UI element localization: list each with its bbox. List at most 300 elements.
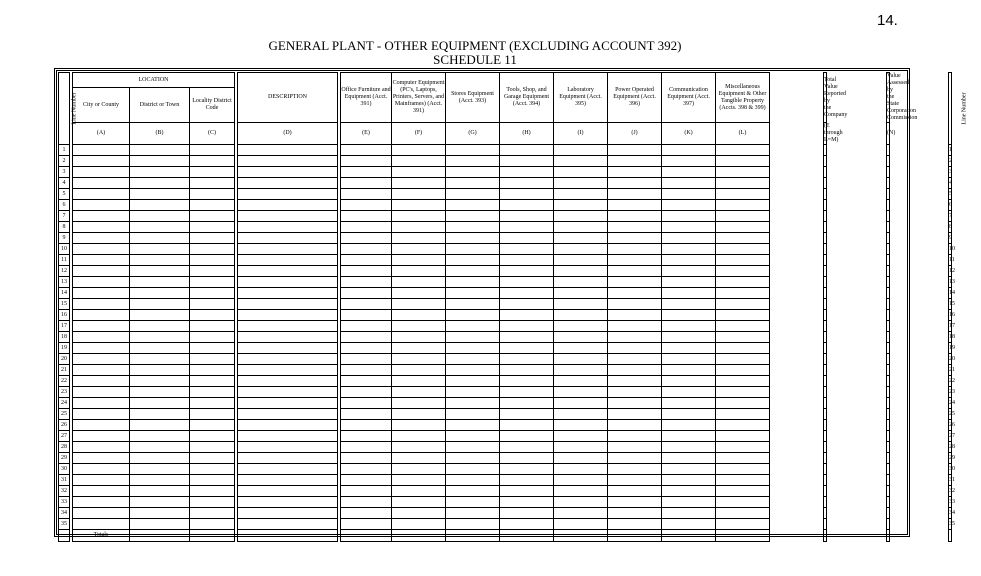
stores-cell[interactable] <box>446 321 500 332</box>
tools-cell[interactable] <box>500 365 554 376</box>
tools-cell[interactable] <box>500 376 554 387</box>
district-cell[interactable] <box>130 453 190 464</box>
power-cell[interactable] <box>608 453 662 464</box>
district-cell[interactable] <box>130 178 190 189</box>
misc-cell[interactable] <box>716 233 770 244</box>
computer-cell[interactable] <box>392 310 446 321</box>
misc-cell[interactable] <box>716 486 770 497</box>
computer-cell[interactable] <box>392 398 446 409</box>
misc-cell[interactable] <box>716 530 770 542</box>
description-cell[interactable] <box>238 354 338 365</box>
locality-cell[interactable] <box>190 343 235 354</box>
stores-cell[interactable] <box>446 288 500 299</box>
comm-cell[interactable] <box>662 244 716 255</box>
tools-cell[interactable] <box>500 398 554 409</box>
city-cell[interactable] <box>73 266 130 277</box>
power-cell[interactable] <box>608 508 662 519</box>
office-cell[interactable] <box>341 255 392 266</box>
computer-cell[interactable] <box>392 156 446 167</box>
office-cell[interactable] <box>341 222 392 233</box>
power-cell[interactable] <box>608 420 662 431</box>
comm-cell[interactable] <box>662 233 716 244</box>
power-cell[interactable] <box>608 211 662 222</box>
lab-cell[interactable] <box>554 409 608 420</box>
district-cell[interactable] <box>130 167 190 178</box>
tools-cell[interactable] <box>500 288 554 299</box>
district-cell[interactable] <box>130 189 190 200</box>
computer-cell[interactable] <box>392 277 446 288</box>
stores-cell[interactable] <box>446 420 500 431</box>
lab-cell[interactable] <box>554 233 608 244</box>
description-cell[interactable] <box>238 156 338 167</box>
stores-cell[interactable] <box>446 310 500 321</box>
description-cell[interactable] <box>238 244 338 255</box>
misc-cell[interactable] <box>716 244 770 255</box>
computer-cell[interactable] <box>392 486 446 497</box>
stores-cell[interactable] <box>446 211 500 222</box>
tools-cell[interactable] <box>500 530 554 542</box>
misc-cell[interactable] <box>716 519 770 530</box>
computer-cell[interactable] <box>392 376 446 387</box>
lab-cell[interactable] <box>554 321 608 332</box>
office-cell[interactable] <box>341 354 392 365</box>
comm-cell[interactable] <box>662 376 716 387</box>
stores-cell[interactable] <box>446 354 500 365</box>
office-cell[interactable] <box>341 431 392 442</box>
comm-cell[interactable] <box>662 299 716 310</box>
misc-cell[interactable] <box>716 431 770 442</box>
district-cell[interactable] <box>130 387 190 398</box>
district-cell[interactable] <box>130 310 190 321</box>
district-cell[interactable] <box>130 442 190 453</box>
comm-cell[interactable] <box>662 321 716 332</box>
misc-cell[interactable] <box>716 508 770 519</box>
district-cell[interactable] <box>130 299 190 310</box>
comm-cell[interactable] <box>662 431 716 442</box>
description-cell[interactable] <box>238 233 338 244</box>
tools-cell[interactable] <box>500 409 554 420</box>
city-cell[interactable] <box>73 409 130 420</box>
lab-cell[interactable] <box>554 277 608 288</box>
misc-cell[interactable] <box>716 332 770 343</box>
office-cell[interactable] <box>341 398 392 409</box>
comm-cell[interactable] <box>662 310 716 321</box>
office-cell[interactable] <box>341 288 392 299</box>
district-cell[interactable] <box>130 530 190 542</box>
locality-cell[interactable] <box>190 409 235 420</box>
power-cell[interactable] <box>608 354 662 365</box>
office-cell[interactable] <box>341 233 392 244</box>
description-cell[interactable] <box>238 222 338 233</box>
power-cell[interactable] <box>608 442 662 453</box>
tools-cell[interactable] <box>500 310 554 321</box>
comm-cell[interactable] <box>662 189 716 200</box>
office-cell[interactable] <box>341 266 392 277</box>
lab-cell[interactable] <box>554 519 608 530</box>
lab-cell[interactable] <box>554 145 608 156</box>
locality-cell[interactable] <box>190 145 235 156</box>
computer-cell[interactable] <box>392 464 446 475</box>
power-cell[interactable] <box>608 310 662 321</box>
lab-cell[interactable] <box>554 200 608 211</box>
lab-cell[interactable] <box>554 420 608 431</box>
lab-cell[interactable] <box>554 288 608 299</box>
computer-cell[interactable] <box>392 167 446 178</box>
district-cell[interactable] <box>130 409 190 420</box>
computer-cell[interactable] <box>392 453 446 464</box>
computer-cell[interactable] <box>392 530 446 542</box>
office-cell[interactable] <box>341 178 392 189</box>
district-cell[interactable] <box>130 376 190 387</box>
description-cell[interactable] <box>238 277 338 288</box>
tools-cell[interactable] <box>500 519 554 530</box>
city-cell[interactable] <box>73 508 130 519</box>
comm-cell[interactable] <box>662 486 716 497</box>
tools-cell[interactable] <box>500 244 554 255</box>
lab-cell[interactable] <box>554 266 608 277</box>
locality-cell[interactable] <box>190 475 235 486</box>
description-cell[interactable] <box>238 189 338 200</box>
lab-cell[interactable] <box>554 332 608 343</box>
city-cell[interactable] <box>73 376 130 387</box>
computer-cell[interactable] <box>392 343 446 354</box>
power-cell[interactable] <box>608 409 662 420</box>
tools-cell[interactable] <box>500 475 554 486</box>
misc-cell[interactable] <box>716 299 770 310</box>
city-cell[interactable] <box>73 321 130 332</box>
office-cell[interactable] <box>341 211 392 222</box>
comm-cell[interactable] <box>662 255 716 266</box>
power-cell[interactable] <box>608 321 662 332</box>
district-cell[interactable] <box>130 200 190 211</box>
office-cell[interactable] <box>341 508 392 519</box>
comm-cell[interactable] <box>662 508 716 519</box>
locality-cell[interactable] <box>190 222 235 233</box>
misc-cell[interactable] <box>716 211 770 222</box>
description-cell[interactable] <box>238 299 338 310</box>
locality-cell[interactable] <box>190 321 235 332</box>
office-cell[interactable] <box>341 497 392 508</box>
stores-cell[interactable] <box>446 365 500 376</box>
misc-cell[interactable] <box>716 145 770 156</box>
comm-cell[interactable] <box>662 464 716 475</box>
stores-cell[interactable] <box>446 519 500 530</box>
district-cell[interactable] <box>130 233 190 244</box>
comm-cell[interactable] <box>662 200 716 211</box>
city-cell[interactable] <box>73 244 130 255</box>
computer-cell[interactable] <box>392 145 446 156</box>
city-cell[interactable] <box>73 420 130 431</box>
lab-cell[interactable] <box>554 255 608 266</box>
locality-cell[interactable] <box>190 244 235 255</box>
misc-cell[interactable] <box>716 266 770 277</box>
comm-cell[interactable] <box>662 365 716 376</box>
tools-cell[interactable] <box>500 255 554 266</box>
power-cell[interactable] <box>608 200 662 211</box>
tools-cell[interactable] <box>500 464 554 475</box>
city-cell[interactable] <box>73 343 130 354</box>
stores-cell[interactable] <box>446 244 500 255</box>
lab-cell[interactable] <box>554 211 608 222</box>
city-cell[interactable] <box>73 431 130 442</box>
description-cell[interactable] <box>238 178 338 189</box>
description-cell[interactable] <box>238 310 338 321</box>
lab-cell[interactable] <box>554 244 608 255</box>
city-cell[interactable] <box>73 299 130 310</box>
description-cell[interactable] <box>238 464 338 475</box>
stores-cell[interactable] <box>446 277 500 288</box>
district-cell[interactable] <box>130 354 190 365</box>
stores-cell[interactable] <box>446 497 500 508</box>
district-cell[interactable] <box>130 431 190 442</box>
office-cell[interactable] <box>341 530 392 542</box>
tools-cell[interactable] <box>500 321 554 332</box>
office-cell[interactable] <box>341 486 392 497</box>
lab-cell[interactable] <box>554 431 608 442</box>
stores-cell[interactable] <box>446 178 500 189</box>
tools-cell[interactable] <box>500 211 554 222</box>
lab-cell[interactable] <box>554 376 608 387</box>
computer-cell[interactable] <box>392 508 446 519</box>
stores-cell[interactable] <box>446 409 500 420</box>
description-cell[interactable] <box>238 332 338 343</box>
power-cell[interactable] <box>608 497 662 508</box>
lab-cell[interactable] <box>554 343 608 354</box>
computer-cell[interactable] <box>392 354 446 365</box>
office-cell[interactable] <box>341 167 392 178</box>
tools-cell[interactable] <box>500 145 554 156</box>
comm-cell[interactable] <box>662 145 716 156</box>
stores-cell[interactable] <box>446 387 500 398</box>
comm-cell[interactable] <box>662 178 716 189</box>
district-cell[interactable] <box>130 244 190 255</box>
comm-cell[interactable] <box>662 453 716 464</box>
stores-cell[interactable] <box>446 475 500 486</box>
city-cell[interactable] <box>73 486 130 497</box>
stores-cell[interactable] <box>446 332 500 343</box>
office-cell[interactable] <box>341 310 392 321</box>
misc-cell[interactable] <box>716 222 770 233</box>
stores-cell[interactable] <box>446 343 500 354</box>
computer-cell[interactable] <box>392 178 446 189</box>
city-cell[interactable] <box>73 453 130 464</box>
computer-cell[interactable] <box>392 222 446 233</box>
power-cell[interactable] <box>608 156 662 167</box>
office-cell[interactable] <box>341 464 392 475</box>
office-cell[interactable] <box>341 343 392 354</box>
comm-cell[interactable] <box>662 519 716 530</box>
locality-cell[interactable] <box>190 530 235 542</box>
comm-cell[interactable] <box>662 222 716 233</box>
stores-cell[interactable] <box>446 200 500 211</box>
city-cell[interactable] <box>73 189 130 200</box>
lab-cell[interactable] <box>554 398 608 409</box>
lab-cell[interactable] <box>554 453 608 464</box>
computer-cell[interactable] <box>392 266 446 277</box>
computer-cell[interactable] <box>392 475 446 486</box>
tools-cell[interactable] <box>500 167 554 178</box>
locality-cell[interactable] <box>190 420 235 431</box>
tools-cell[interactable] <box>500 508 554 519</box>
district-cell[interactable] <box>130 475 190 486</box>
district-cell[interactable] <box>130 211 190 222</box>
city-cell[interactable] <box>73 464 130 475</box>
comm-cell[interactable] <box>662 409 716 420</box>
power-cell[interactable] <box>608 475 662 486</box>
office-cell[interactable] <box>341 365 392 376</box>
locality-cell[interactable] <box>190 200 235 211</box>
office-cell[interactable] <box>341 299 392 310</box>
city-cell[interactable] <box>73 178 130 189</box>
misc-cell[interactable] <box>716 376 770 387</box>
city-cell[interactable] <box>73 277 130 288</box>
stores-cell[interactable] <box>446 167 500 178</box>
tools-cell[interactable] <box>500 387 554 398</box>
locality-cell[interactable] <box>190 453 235 464</box>
locality-cell[interactable] <box>190 211 235 222</box>
misc-cell[interactable] <box>716 453 770 464</box>
description-cell[interactable] <box>238 343 338 354</box>
description-cell[interactable] <box>238 376 338 387</box>
computer-cell[interactable] <box>392 420 446 431</box>
tools-cell[interactable] <box>500 200 554 211</box>
comm-cell[interactable] <box>662 442 716 453</box>
computer-cell[interactable] <box>392 255 446 266</box>
tools-cell[interactable] <box>500 189 554 200</box>
tools-cell[interactable] <box>500 453 554 464</box>
stores-cell[interactable] <box>446 508 500 519</box>
misc-cell[interactable] <box>716 178 770 189</box>
district-cell[interactable] <box>130 398 190 409</box>
computer-cell[interactable] <box>392 244 446 255</box>
misc-cell[interactable] <box>716 409 770 420</box>
city-cell[interactable] <box>73 365 130 376</box>
stores-cell[interactable] <box>446 255 500 266</box>
stores-cell[interactable] <box>446 156 500 167</box>
city-cell[interactable] <box>73 255 130 266</box>
computer-cell[interactable] <box>392 387 446 398</box>
locality-cell[interactable] <box>190 464 235 475</box>
comm-cell[interactable] <box>662 167 716 178</box>
locality-cell[interactable] <box>190 376 235 387</box>
misc-cell[interactable] <box>716 310 770 321</box>
misc-cell[interactable] <box>716 365 770 376</box>
locality-cell[interactable] <box>190 486 235 497</box>
stores-cell[interactable] <box>446 442 500 453</box>
description-cell[interactable] <box>238 519 338 530</box>
locality-cell[interactable] <box>190 387 235 398</box>
misc-cell[interactable] <box>716 321 770 332</box>
description-cell[interactable] <box>238 145 338 156</box>
misc-cell[interactable] <box>716 398 770 409</box>
computer-cell[interactable] <box>392 189 446 200</box>
office-cell[interactable] <box>341 200 392 211</box>
computer-cell[interactable] <box>392 332 446 343</box>
computer-cell[interactable] <box>392 200 446 211</box>
misc-cell[interactable] <box>716 189 770 200</box>
tools-cell[interactable] <box>500 354 554 365</box>
locality-cell[interactable] <box>190 431 235 442</box>
locality-cell[interactable] <box>190 288 235 299</box>
tools-cell[interactable] <box>500 486 554 497</box>
comm-cell[interactable] <box>662 354 716 365</box>
lab-cell[interactable] <box>554 222 608 233</box>
office-cell[interactable] <box>341 321 392 332</box>
lab-cell[interactable] <box>554 365 608 376</box>
description-cell[interactable] <box>238 167 338 178</box>
district-cell[interactable] <box>130 156 190 167</box>
power-cell[interactable] <box>608 519 662 530</box>
misc-cell[interactable] <box>716 167 770 178</box>
stores-cell[interactable] <box>446 453 500 464</box>
lab-cell[interactable] <box>554 475 608 486</box>
locality-cell[interactable] <box>190 497 235 508</box>
power-cell[interactable] <box>608 266 662 277</box>
district-cell[interactable] <box>130 519 190 530</box>
office-cell[interactable] <box>341 376 392 387</box>
comm-cell[interactable] <box>662 277 716 288</box>
power-cell[interactable] <box>608 530 662 542</box>
power-cell[interactable] <box>608 189 662 200</box>
city-cell[interactable] <box>73 475 130 486</box>
power-cell[interactable] <box>608 376 662 387</box>
locality-cell[interactable] <box>190 332 235 343</box>
district-cell[interactable] <box>130 497 190 508</box>
tools-cell[interactable] <box>500 178 554 189</box>
computer-cell[interactable] <box>392 497 446 508</box>
power-cell[interactable] <box>608 398 662 409</box>
tools-cell[interactable] <box>500 277 554 288</box>
lab-cell[interactable] <box>554 486 608 497</box>
computer-cell[interactable] <box>392 409 446 420</box>
district-cell[interactable] <box>130 332 190 343</box>
power-cell[interactable] <box>608 288 662 299</box>
comm-cell[interactable] <box>662 475 716 486</box>
power-cell[interactable] <box>608 178 662 189</box>
computer-cell[interactable] <box>392 288 446 299</box>
office-cell[interactable] <box>341 409 392 420</box>
lab-cell[interactable] <box>554 530 608 542</box>
stores-cell[interactable] <box>446 222 500 233</box>
tools-cell[interactable] <box>500 233 554 244</box>
district-cell[interactable] <box>130 255 190 266</box>
description-cell[interactable] <box>238 442 338 453</box>
power-cell[interactable] <box>608 464 662 475</box>
misc-cell[interactable] <box>716 255 770 266</box>
city-cell[interactable] <box>73 167 130 178</box>
stores-cell[interactable] <box>446 233 500 244</box>
computer-cell[interactable] <box>392 299 446 310</box>
misc-cell[interactable] <box>716 387 770 398</box>
computer-cell[interactable] <box>392 431 446 442</box>
locality-cell[interactable] <box>190 167 235 178</box>
district-cell[interactable] <box>130 464 190 475</box>
city-cell[interactable] <box>73 497 130 508</box>
district-cell[interactable] <box>130 266 190 277</box>
district-cell[interactable] <box>130 365 190 376</box>
lab-cell[interactable] <box>554 508 608 519</box>
locality-cell[interactable] <box>190 354 235 365</box>
description-cell[interactable] <box>238 486 338 497</box>
city-cell[interactable] <box>73 156 130 167</box>
office-cell[interactable] <box>341 519 392 530</box>
tools-cell[interactable] <box>500 431 554 442</box>
locality-cell[interactable] <box>190 233 235 244</box>
office-cell[interactable] <box>341 332 392 343</box>
locality-cell[interactable] <box>190 277 235 288</box>
district-cell[interactable] <box>130 420 190 431</box>
office-cell[interactable] <box>341 145 392 156</box>
